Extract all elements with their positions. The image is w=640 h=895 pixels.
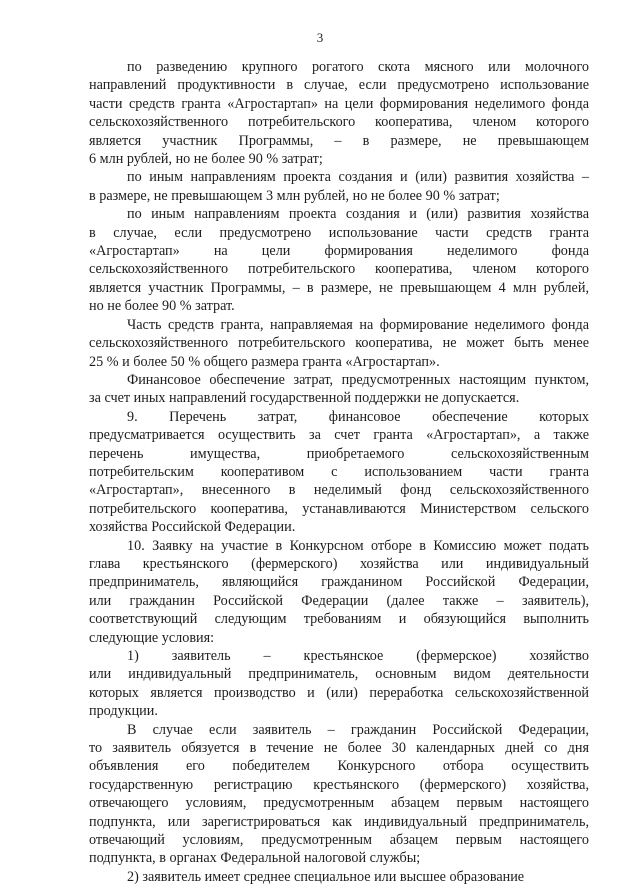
text-line: государственную регистрацию крестьянского (фермерского) хозяйства, xyxy=(89,776,589,793)
text-line: объявления его победителем Конкурсного отбора осуществить xyxy=(89,758,589,775)
paragraph xyxy=(89,168,589,205)
text-line: сельскохозяйственного потребительского кооператива, членом которого xyxy=(89,114,589,131)
text-line: В случае если заявитель – гражданин Российской Федерации, xyxy=(127,721,589,738)
text-line: то заявитель обязуется в течение не более 30 календарных дней со дня xyxy=(89,740,589,757)
text-line: является участник Программы, – в размере, не превышающем xyxy=(89,132,589,149)
document-body xyxy=(89,58,589,886)
text-line: подпункта, в органах Федеральной налоговой службы; xyxy=(89,850,421,867)
text-line: в случае, если предусмотрено использование части средств гранта xyxy=(89,224,589,241)
paragraph xyxy=(89,868,589,886)
text-line: 1) заявитель – крестьянское (фермерское) хозяйство xyxy=(127,648,589,664)
text-line: которых является производство и (или) переработка сельскохозяйственной xyxy=(89,684,589,701)
text-line: направлений продуктивности в случае, если предусмотрено использование xyxy=(89,77,589,94)
text-line: отвечающего условиям, предусмотренным абзацем первым настоящего xyxy=(89,795,589,812)
text-line: хозяйства Российской Федерации. xyxy=(89,519,296,536)
text-line: 10. Заявку на участие в Конкурсном отборе в Комиссию может подать xyxy=(127,537,589,554)
paragraph xyxy=(89,371,589,408)
text-line: продукции. xyxy=(89,703,158,720)
paragraph xyxy=(89,316,589,371)
text-line: соответствующий следующим требованиям и обязующийся выполнить xyxy=(89,611,589,628)
text-line: 25 % и более 50 % общего размера гранта «Агростартап». xyxy=(89,353,440,370)
text-line: предприниматель, являющийся гражданином Российской Федерации, xyxy=(89,574,589,591)
text-line: потребительского кооператива, устанавливаются Министерством сельского xyxy=(89,500,589,517)
paragraph xyxy=(89,721,589,868)
text-line: является участник Программы, – в размере, не превышающем 4 млн рублей, xyxy=(89,279,589,296)
paragraph xyxy=(89,647,589,721)
text-line: сельскохозяйственного потребительского кооператива, не может быть менее xyxy=(89,335,589,352)
page-number: 3 xyxy=(316,30,324,45)
text-line: за счет иных направлений государственной поддержки не допускается. xyxy=(89,390,520,407)
text-line: предусматривается осуществить за счет гранта «Агростартап», а также xyxy=(89,427,589,444)
text-line: по иным направлениям проекта создания и (или) развития хозяйства – xyxy=(127,169,589,186)
text-line: или индивидуальный предприниматель, основным видом деятельности xyxy=(89,666,589,683)
text-line: перечень имущества, приобретаемого сельскохозяйственным xyxy=(89,445,589,462)
text-line: по разведению крупного рогатого скота мясного или молочного xyxy=(127,59,589,75)
text-line: Финансовое обеспечение затрат, предусмотренных настоящим пунктом, xyxy=(127,371,589,388)
text-line: или гражданин Российской Федерации (далее также – заявитель), xyxy=(89,592,589,609)
paragraph xyxy=(89,537,589,647)
text-line: по иным направлениям проекта создания и (или) развития хозяйства xyxy=(127,206,589,223)
text-line: подпункта, или зарегистрироваться как индивидуальный предприниматель, xyxy=(89,813,589,830)
text-line: 2) заявитель имеет среднее специальное или высшее образование xyxy=(127,868,525,885)
text-line: но не более 90 % затрат. xyxy=(89,298,235,315)
text-line: в размере, не превышающем 3 млн рублей, но не более 90 % затрат; xyxy=(89,187,500,204)
text-line: «Агростартап» на цели формирования неделимого фонда xyxy=(89,243,589,260)
text-line: сельскохозяйственного потребительского кооператива, членом которого xyxy=(89,261,589,278)
paragraph xyxy=(89,58,589,168)
text-line: следующие условия: xyxy=(89,629,215,646)
text-line: Часть средств гранта, направляемая на формирование неделимого фонда xyxy=(127,316,589,333)
paragraph xyxy=(89,205,589,315)
text-line: глава крестьянского (фермерского) хозяйства или индивидуальный xyxy=(89,555,589,572)
text-line: «Агростартап», внесенного в неделимый фонд сельскохозяйственного xyxy=(89,482,589,499)
text-line: отвечающий условиям, предусмотренным абзацем первым настоящего xyxy=(89,832,589,849)
text-line: 6 млн рублей, но не более 90 % затрат; xyxy=(89,151,323,168)
paragraph xyxy=(89,408,589,537)
text-line: 9. Перечень затрат, финансовое обеспечение которых xyxy=(127,408,589,425)
text-line: потребительским кооперативом с использованием части гранта xyxy=(89,463,589,480)
text-line: части средств гранта «Агростартап» на цели формирования неделимого фонда xyxy=(89,95,589,112)
